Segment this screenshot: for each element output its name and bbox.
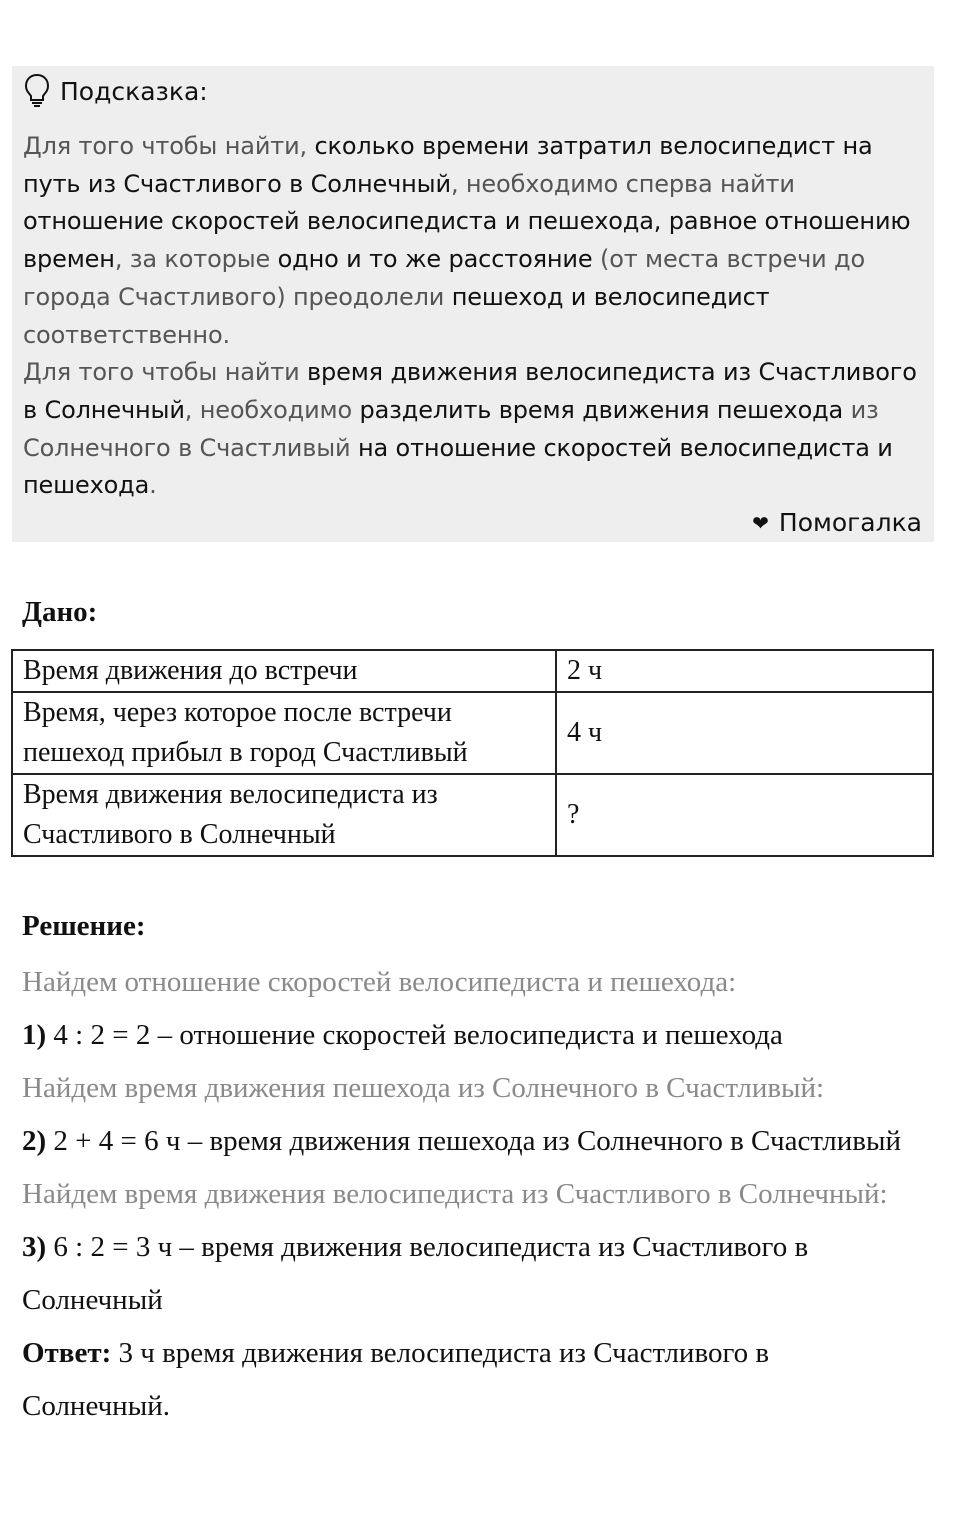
solution-heading: Решение:	[22, 910, 146, 942]
given-table	[11, 649, 934, 857]
helper-credit[interactable]	[752, 508, 922, 537]
solution-step-3: 3) 6 : 2 = 3 ч – время движения велосипедиста из Счастливого в Солнечный	[22, 1231, 809, 1316]
heart-icon: ❤	[752, 510, 769, 535]
table-row	[12, 692, 933, 774]
hint-title: Подсказка:	[60, 76, 208, 106]
given-value: 2 ч	[556, 650, 933, 692]
answer: Ответ: 3 ч время движения велосипедиста из Счастливого в Солнечный.	[22, 1337, 770, 1422]
given-value: 4 ч	[556, 692, 933, 774]
given-label: Время движения до встречи	[12, 650, 556, 692]
solution-body	[22, 956, 922, 1433]
table-row	[12, 774, 933, 856]
solution-step-1: 1) 4 : 2 = 2 – отношение скоростей велосипедиста и пешехода	[22, 1019, 783, 1051]
lightbulb-icon	[24, 73, 50, 109]
solution-hint-1: Найдем отношение скоростей велосипедиста и пешехода:	[22, 966, 737, 998]
given-value: ?	[556, 774, 933, 856]
helper-label: Помогалка	[778, 508, 922, 537]
given-label: Время движения велосипедиста из Счастливого в Солнечный	[12, 774, 556, 856]
hint-header	[24, 76, 208, 106]
hint-box	[12, 66, 934, 542]
solution-hint-2: Найдем время движения пешехода из Солнечного в Счастливый:	[22, 1072, 825, 1104]
solution-step-2: 2) 2 + 4 = 6 ч – время движения пешехода из Солнечного в Счастливый	[22, 1125, 901, 1157]
given-heading: Дано:	[22, 596, 98, 628]
given-label: Время, через которое после встречи пешеход прибыл в город Счастливый	[12, 692, 556, 774]
hint-text: Для того чтобы найти, сколько времени затратил велосипедист на путь из Счастливого в Солнечный, необходимо сперва найти отношение скоростей велосипедиста и пешехода, равное отношению времен, за которые одно и то же расстояние (от места встречи до города Счастливого) преодолели пешеход и велосипедист соответственно. Для того чтобы найти время движения велосипедиста из Счастливого в Солнечный, необходимо разделить время движения пешехода из Солнечного в Счастливый на отношение скоростей велосипедиста и пешехода.	[23, 132, 917, 500]
solution-hint-3: Найдем время движения велосипедиста из Счастливого в Солнечный:	[22, 1178, 888, 1210]
table-row	[12, 650, 933, 692]
